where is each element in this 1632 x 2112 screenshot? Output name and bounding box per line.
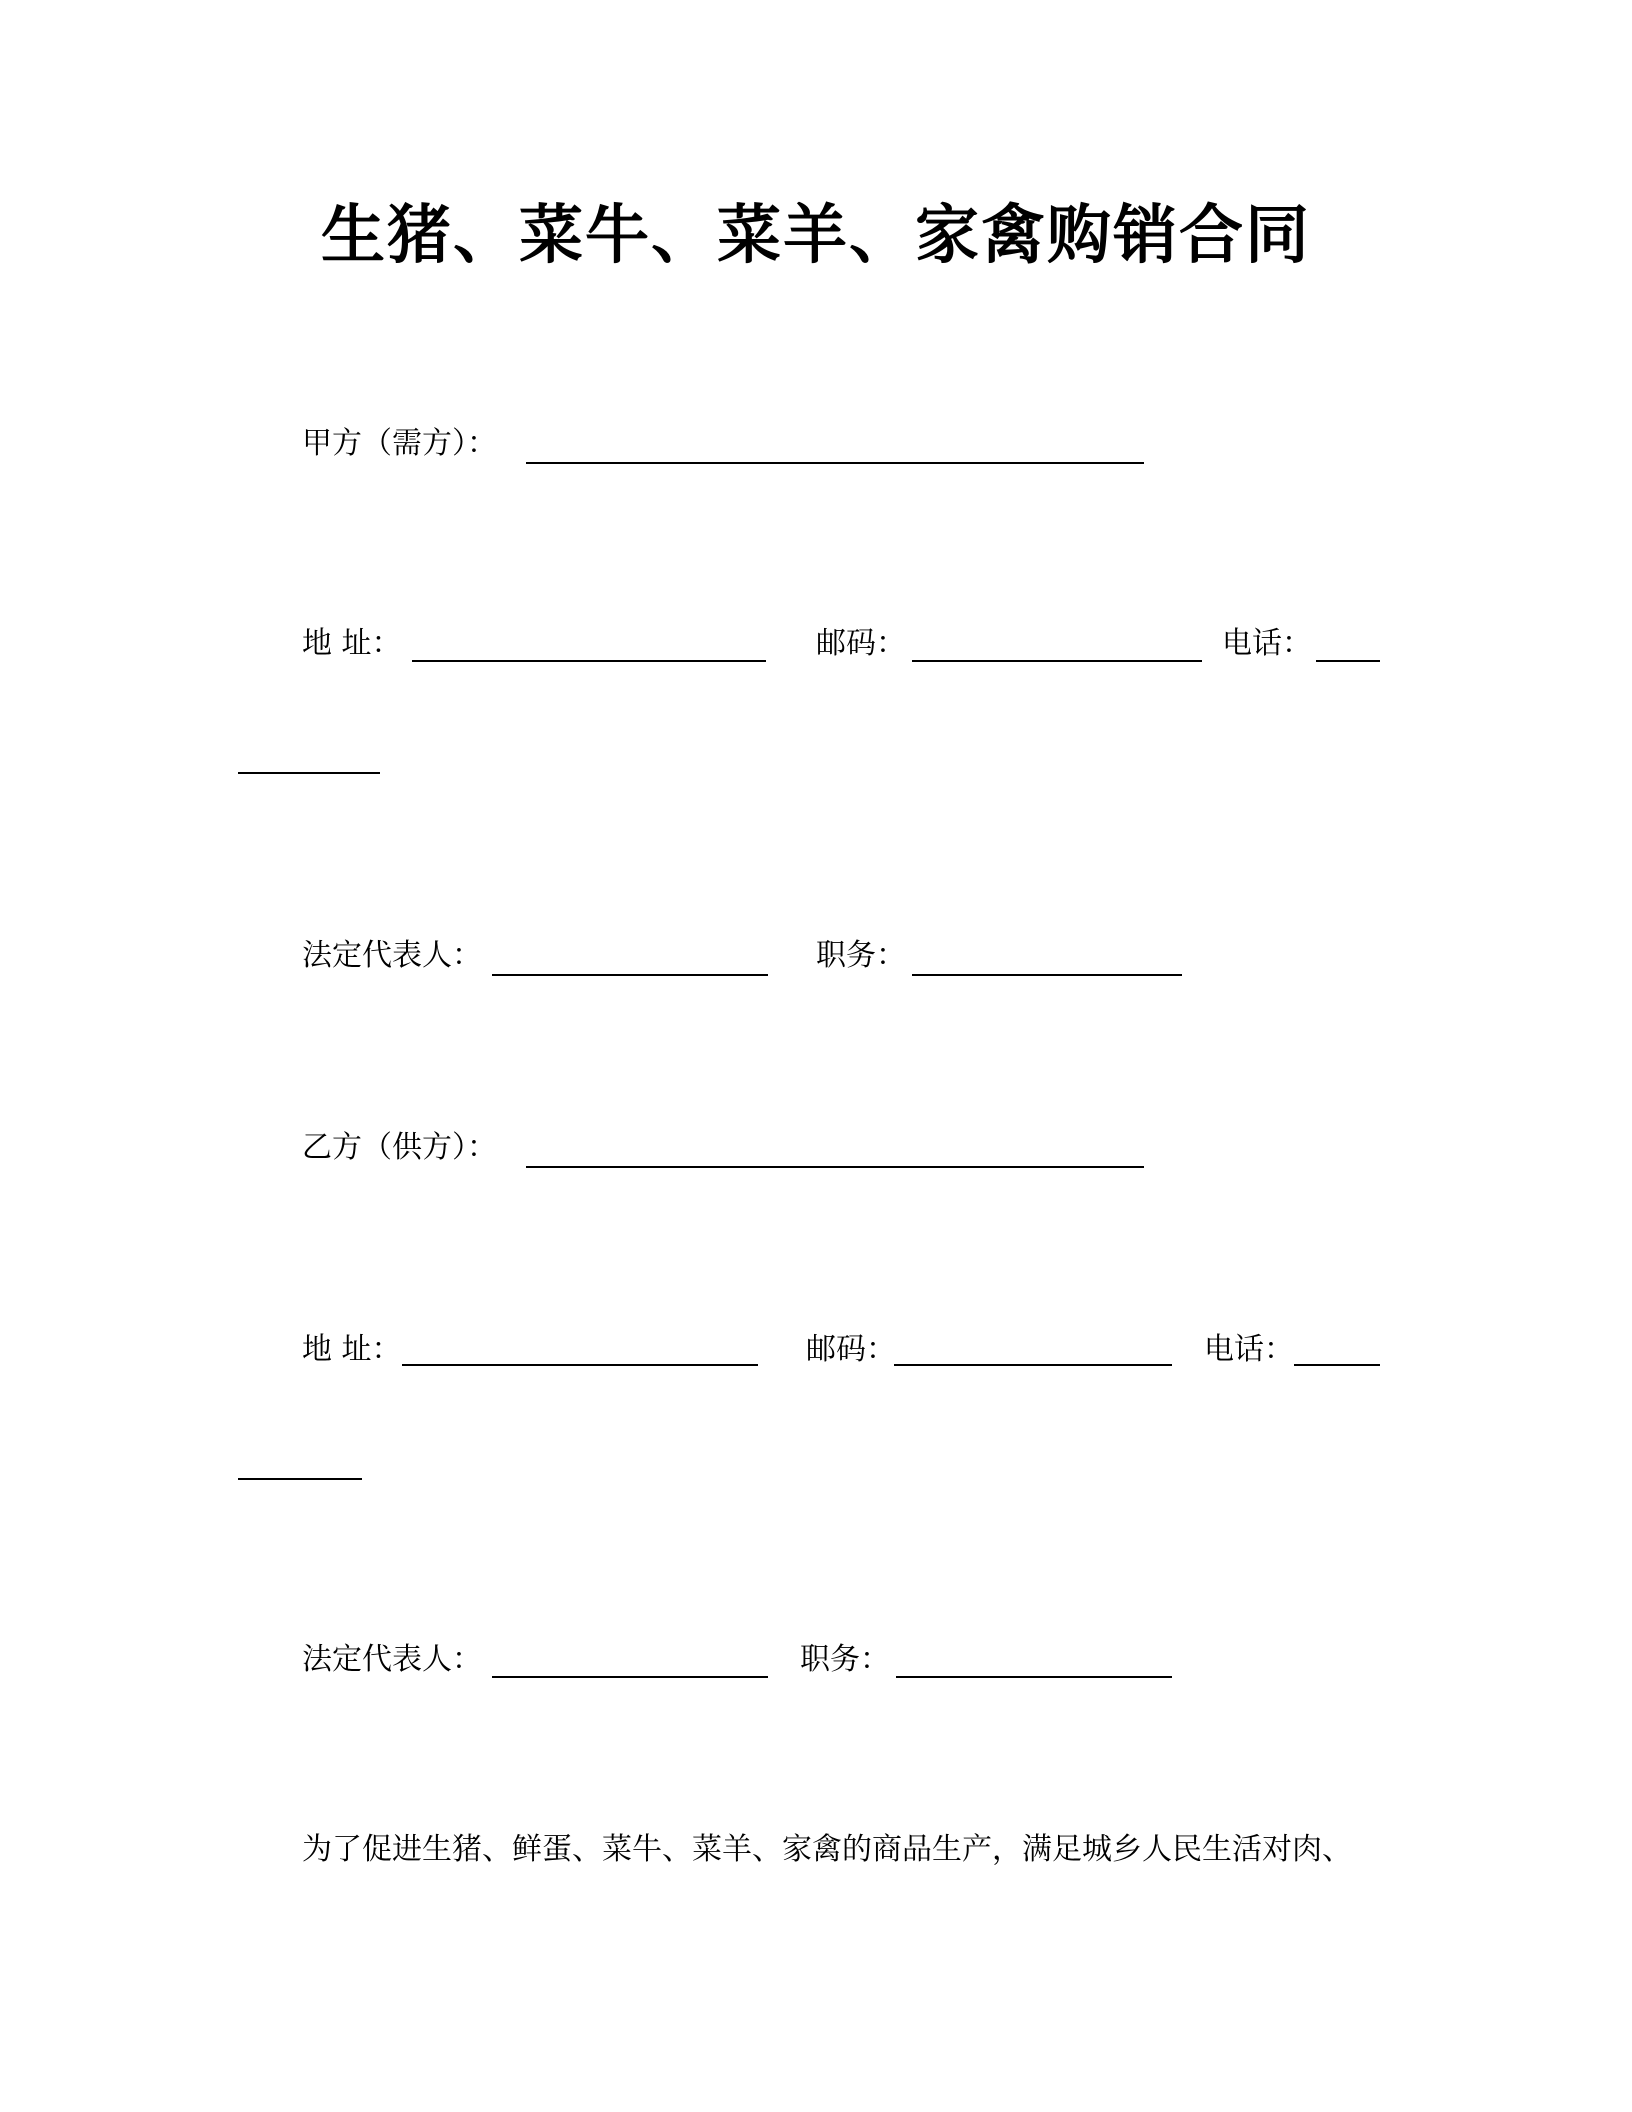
party-b-postcode-blank[interactable] xyxy=(894,1364,1172,1366)
party-a-position-blank[interactable] xyxy=(912,974,1182,976)
page-title: 生猪、菜牛、菜羊、家禽购销合同 xyxy=(321,199,1311,273)
party-b-phone-blank-continued[interactable] xyxy=(238,1478,362,1480)
party-a-rep-blank[interactable] xyxy=(492,974,768,976)
party-a-postcode-blank[interactable] xyxy=(912,660,1202,662)
party-a-phone-blank[interactable] xyxy=(1316,660,1380,662)
party-b-position-blank[interactable] xyxy=(896,1676,1172,1678)
party-b-rep-label: 法定代表人： xyxy=(302,1642,482,1677)
party-b-phone-label: 电话： xyxy=(1204,1332,1294,1367)
party-b-rep-blank[interactable] xyxy=(492,1676,768,1678)
party-a-address-blank[interactable] xyxy=(412,660,766,662)
party-b-postcode-label: 邮码： xyxy=(806,1332,896,1367)
party-b-label: 乙方（供方）： xyxy=(302,1130,497,1165)
party-a-label: 甲方（需方）： xyxy=(302,426,497,461)
party-a-phone-label: 电话： xyxy=(1222,626,1312,661)
party-b-phone-blank[interactable] xyxy=(1294,1364,1380,1366)
party-a-name-blank[interactable] xyxy=(526,462,1144,464)
party-b-address-blank[interactable] xyxy=(402,1364,758,1366)
party-b-address-label: 地 址： xyxy=(302,1332,402,1367)
party-a-rep-label: 法定代表人： xyxy=(302,938,482,973)
intro-paragraph: 为了促进生猪、鲜蛋、菜牛、菜羊、家禽的商品生产，满足城乡人民生活对肉、 xyxy=(302,1832,1352,1867)
party-a-phone-blank-continued[interactable] xyxy=(238,772,380,774)
party-a-postcode-label: 邮码： xyxy=(816,626,906,661)
party-b-name-blank[interactable] xyxy=(526,1166,1144,1168)
party-a-position-label: 职务： xyxy=(816,938,906,973)
party-b-position-label: 职务： xyxy=(800,1642,890,1677)
party-a-address-label: 地 址： xyxy=(302,626,402,661)
